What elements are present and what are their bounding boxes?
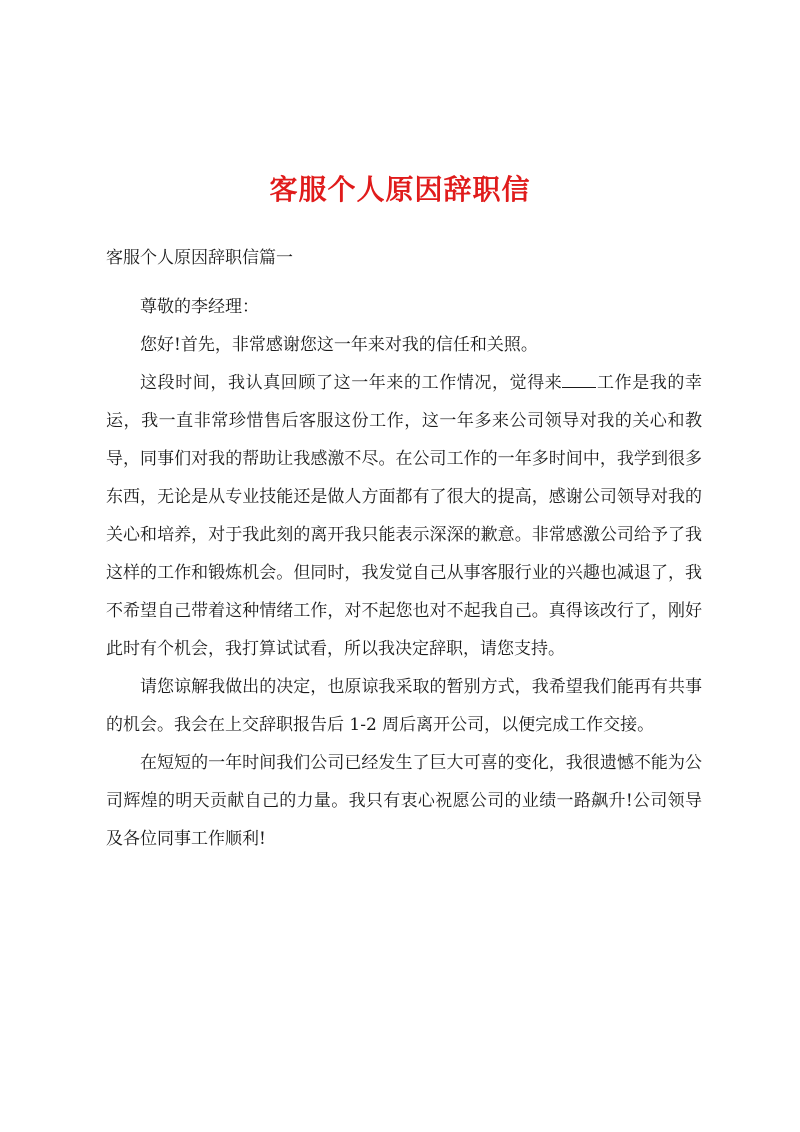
paragraph-wishes: 在短短的一年时间我们公司已经发生了巨大可喜的变化，我很遗憾不能为公司辉煌的明天贡献自己的力量。我只有衷心祝愿公司的业绩一路飙升!公司领导及各位同事工作顺利!	[106, 753, 702, 849]
salutation: 尊敬的李经理：	[140, 297, 259, 317]
section-heading: 客服个人原因辞职信篇一	[106, 248, 293, 268]
paragraph-understanding: 请您谅解我做出的决定，也原谅我采取的暂别方式，我希望我们能再有共事的机会。我会在上交辞职报告后 1-2 周后离开公司，以便完成工作交接。	[106, 677, 702, 735]
paragraph-review-rest: 工作是我的幸运，我一直非常珍惜售后客服这份工作，这一年多来公司领导对我的关心和教导，同事们对我的帮助让我感激不尽。在公司工作的一年多时间中，我学到很多东西，无论是从专业技能还是做人方面都有了很大的提高，感谢公司领导对我的关心和培养，对于我此刻的离开我只能表示深深的歉意。非常感激公司给予了我这样的工作和锻炼机会。但同时，我发觉自己从事客服行业的兴趣也减退了，我不希望自己带着这种情绪工作，对不起您也对不起我自己。真得该改行了，刚好此时有个机会，我打算试试看，所以我决定辞职，请您支持。	[106, 373, 703, 659]
letter-body	[106, 288, 702, 858]
paragraph-review	[106, 364, 702, 668]
page-title: 客服个人原因辞职信	[269, 173, 531, 206]
blank-line	[562, 372, 596, 388]
paragraph-review-start: 这段时间，我认真回顾了这一年来的工作情况，觉得来	[140, 373, 563, 393]
paragraph-thanks: 您好!首先，非常感谢您这一年来对我的信任和关照。	[140, 335, 538, 355]
